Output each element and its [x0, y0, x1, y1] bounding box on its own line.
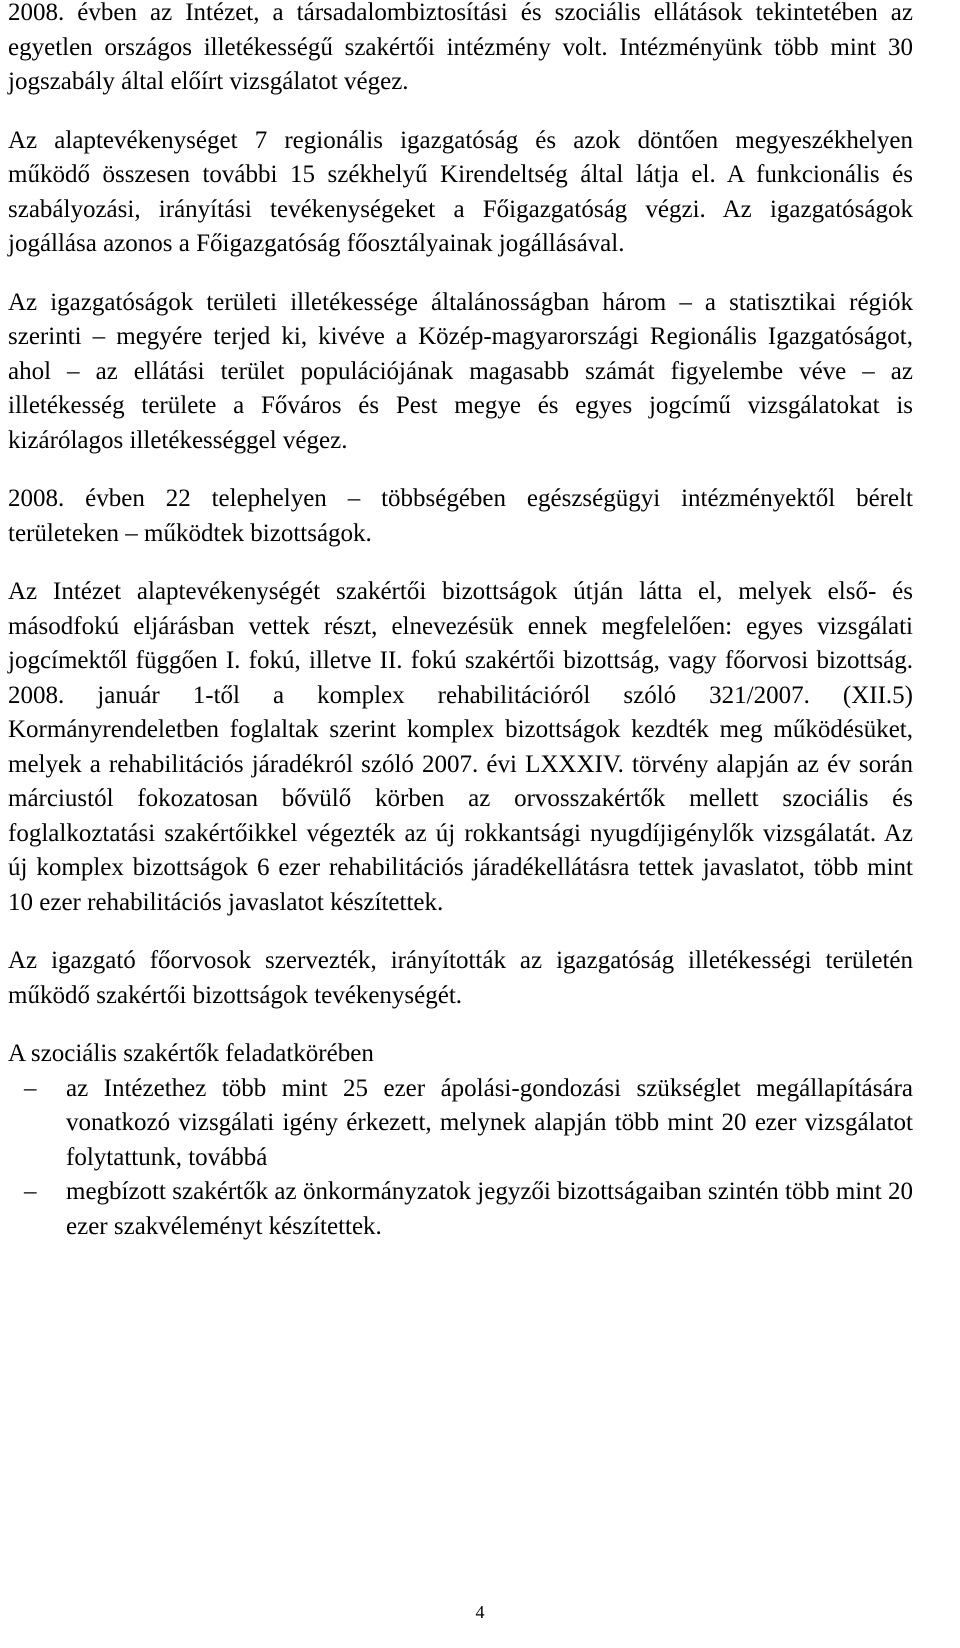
dash-marker: – [24, 1074, 37, 1102]
list-item [8, 1072, 913, 1176]
paragraph-territorial-competence: Az igazgatóságok területi illetékessége általánosságban három – a statisztikai régiók szerinti – megyére terjed ki, kivéve a Közép-magyarországi Regionális Igazgatóságot, ahol – az ellátási terület populációjának magasabb számát figyelembe véve – az illetékesség területe a Főváros és Pest megye és egyes jogcímű vizsgálatokat is kizárólagos illetékességgel végez. [8, 288, 913, 454]
paragraph-expert-committees: Az Intézet alaptevékenységét szakértői bizottságok útján látta el, melyek első- és másodfokú eljárásban vettek részt, elnevezésük ennek megfelelően: egyes vizsgálati jogcímektől függően I. fokú, illetve II. fokú szakértői bizottság, vagy főorvosi bizottság. 2008. január 1-től a komplex rehabilitációról szóló 321/2007. (XII.5) Kormányrendeletben foglaltak szerint komplex bizottságok kezdték meg működésüket, melyek a rehabilitációs járadékról szóló 2007. évi LXXXIV. törvény alapján az év során márciustól fokozatosan bővülő körben az orvosszakértők mellett szociális és foglalkoztatási szakértőikkel végezték az új rokkantsági nyugdíjigénylők vizsgálatát. Az új komplex bizottságok 6 ezer rehabilitációs járadékellátásra tettek javaslatot, több mint 10 ezer rehabilitációs javaslatot készítettek. [8, 578, 913, 916]
dash-marker: – [24, 1178, 37, 1205]
list-item-text: megbízott szakértők az önkormányzatok jegyzői bizottságaiban szintén több mint 20 ezer szakvéleményt készítettek. [66, 1178, 913, 1240]
paragraph-institute-2008: 2008. évben az Intézet, a társadalombiztosítási és szociális ellátások tekintetében az egyetlen országos illetékességű szakértői intézmény volt. Intézményünk több mint 30 jogszabály által előírt vizsgálatot végez. [8, 0, 913, 95]
page-number: 4 [475, 1602, 485, 1622]
document-body [8, 0, 913, 1244]
list-item-text: az Intézethez több mint 25 ezer ápolási-gondozási szükséglet megállapítására vonatkozó vizsgálati igény érkezett, melynek alapján több mint 20 ezer vizsgálatot folytattunk, továbbá [66, 1074, 913, 1171]
list-item [8, 1175, 913, 1244]
list-intro: A szociális szakértők feladatkörében [8, 1040, 374, 1067]
paragraph-sites: 2008. évben 22 telephelyen – többségében egészségügyi intézményektől bérelt területeken – működtek bizottságok. [8, 485, 913, 547]
paragraph-core-activity: Az alaptevékenységet 7 regionális igazgatóság és azok döntően megyeszékhelyen működő összesen további 15 székhelyű Kirendeltség által látja el. A funkcionális és szabályozási, irányítási tevékenységeket a Főigazgatóság végzi. Az igazgatóságok jogállása azonos a Főigazgatóság főosztályainak jogállásával. [8, 126, 913, 257]
paragraph-chief-physicians: Az igazgató főorvosok szervezték, irányították az igazgatóság illetékességi területén működő szakértői bizottságok tevékenységét. [8, 947, 913, 1009]
social-experts-list [8, 1072, 913, 1245]
